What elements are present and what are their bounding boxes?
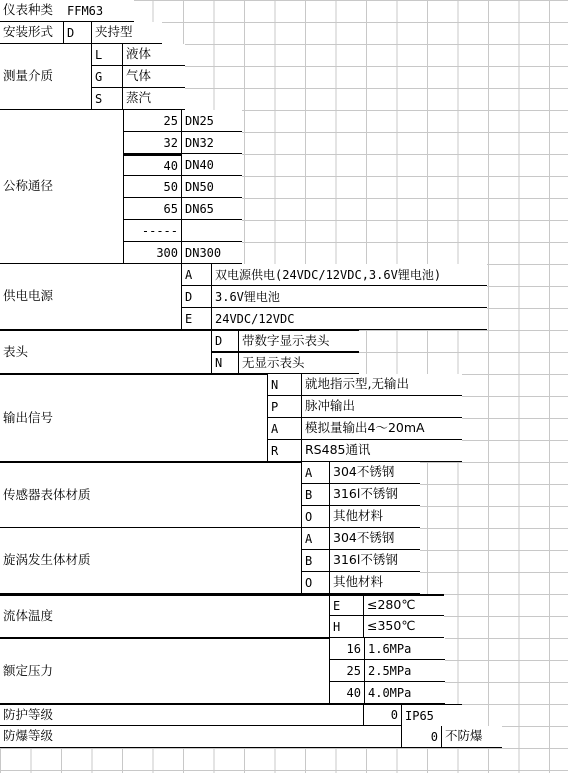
protect-value: IP65 — [402, 704, 462, 726]
pressure-code: 25 — [330, 660, 365, 682]
output-code: R — [268, 440, 302, 462]
diameter-code: 65 — [124, 198, 182, 220]
power-value: 双电源供电(24VDC/12VDC,3.6V锂电池) — [212, 264, 487, 286]
diameter-code: 32 — [124, 132, 182, 154]
vortex-value: 304不锈钢 — [330, 528, 420, 550]
temp-value: ≤280℃ — [364, 594, 444, 616]
output-code: A — [268, 418, 302, 440]
diameter-code: ----- — [124, 220, 182, 242]
vortex-value: 316l不锈钢 — [330, 550, 420, 572]
temp-label: 流体温度 — [0, 594, 330, 638]
medium-code: G — [92, 66, 123, 88]
power-code: D — [182, 286, 212, 308]
sensor-code: B — [302, 484, 330, 506]
install-code: D — [64, 22, 92, 44]
vortex-value: 其他材料 — [330, 572, 420, 594]
diameter-value: DN300 — [182, 242, 242, 264]
pressure-value: 2.5MPa — [365, 660, 445, 682]
output-value: 模拟量输出4～20mA — [302, 418, 462, 440]
sensor-value: 304不锈钢 — [330, 462, 420, 484]
diameter-code: 40 — [124, 154, 182, 176]
protect-label: 防护等级 — [0, 704, 364, 726]
install-value: 夹持型 — [92, 22, 162, 44]
power-label: 供电电源 — [0, 264, 182, 330]
sensor-label: 传感器表体材质 — [0, 462, 302, 528]
output-code: P — [268, 396, 302, 418]
medium-code: S — [92, 88, 123, 110]
head-value: 带数字显示表头 — [239, 330, 359, 352]
diameter-value: DN25 — [182, 110, 242, 132]
explosion-code: 0 — [402, 726, 442, 748]
output-label: 输出信号 — [0, 374, 268, 462]
diameter-value: DN40 — [182, 154, 242, 176]
medium-value: 气体 — [123, 66, 185, 88]
pressure-value: 4.0MPa — [365, 682, 445, 704]
diameter-value: DN50 — [182, 176, 242, 198]
head-code: D — [212, 330, 239, 352]
pressure-label: 额定压力 — [0, 638, 330, 704]
protect-code: 0 — [364, 704, 402, 726]
explosion-label: 防爆等级 — [0, 726, 402, 748]
medium-label: 测量介质 — [0, 44, 92, 110]
sensor-code: A — [302, 462, 330, 484]
title-label: 仪表种类 — [0, 0, 64, 22]
diameter-value: DN32 — [182, 132, 242, 154]
temp-code: E — [330, 594, 364, 616]
diameter-code: 50 — [124, 176, 182, 198]
output-value: 就地指示型,无输出 — [302, 374, 462, 396]
pressure-code: 16 — [330, 638, 365, 660]
medium-value: 液体 — [123, 44, 185, 66]
temp-value: ≤350℃ — [364, 616, 444, 638]
output-value: RS485通讯 — [302, 440, 462, 462]
diameter-value — [182, 220, 242, 242]
diameter-label: 公称通径 — [0, 110, 124, 264]
vortex-label: 旋涡发生体材质 — [0, 528, 302, 594]
head-value: 无显示表头 — [239, 352, 359, 374]
temp-code: H — [330, 616, 364, 638]
output-code: N — [268, 374, 302, 396]
power-value: 24VDC/12VDC — [212, 308, 487, 330]
diameter-code: 300 — [124, 242, 182, 264]
explosion-value: 不防爆 — [442, 726, 502, 748]
medium-value: 蒸汽 — [123, 88, 185, 110]
output-value: 脉冲输出 — [302, 396, 462, 418]
power-value: 3.6V锂电池 — [212, 286, 487, 308]
head-code: N — [212, 352, 239, 374]
head-label: 表头 — [0, 330, 212, 374]
diameter-value: DN65 — [182, 198, 242, 220]
install-label: 安装形式 — [0, 22, 64, 44]
medium-code: L — [92, 44, 123, 66]
sensor-code: O — [302, 506, 330, 528]
sensor-value: 其他材料 — [330, 506, 420, 528]
diameter-code: 25 — [124, 110, 182, 132]
sensor-value: 316l不锈钢 — [330, 484, 420, 506]
title-model: FFM63 — [64, 0, 134, 22]
pressure-code: 40 — [330, 682, 365, 704]
power-code: A — [182, 264, 212, 286]
vortex-code: O — [302, 572, 330, 594]
pressure-value: 1.6MPa — [365, 638, 445, 660]
power-code: E — [182, 308, 212, 330]
vortex-code: A — [302, 528, 330, 550]
vortex-code: B — [302, 550, 330, 572]
